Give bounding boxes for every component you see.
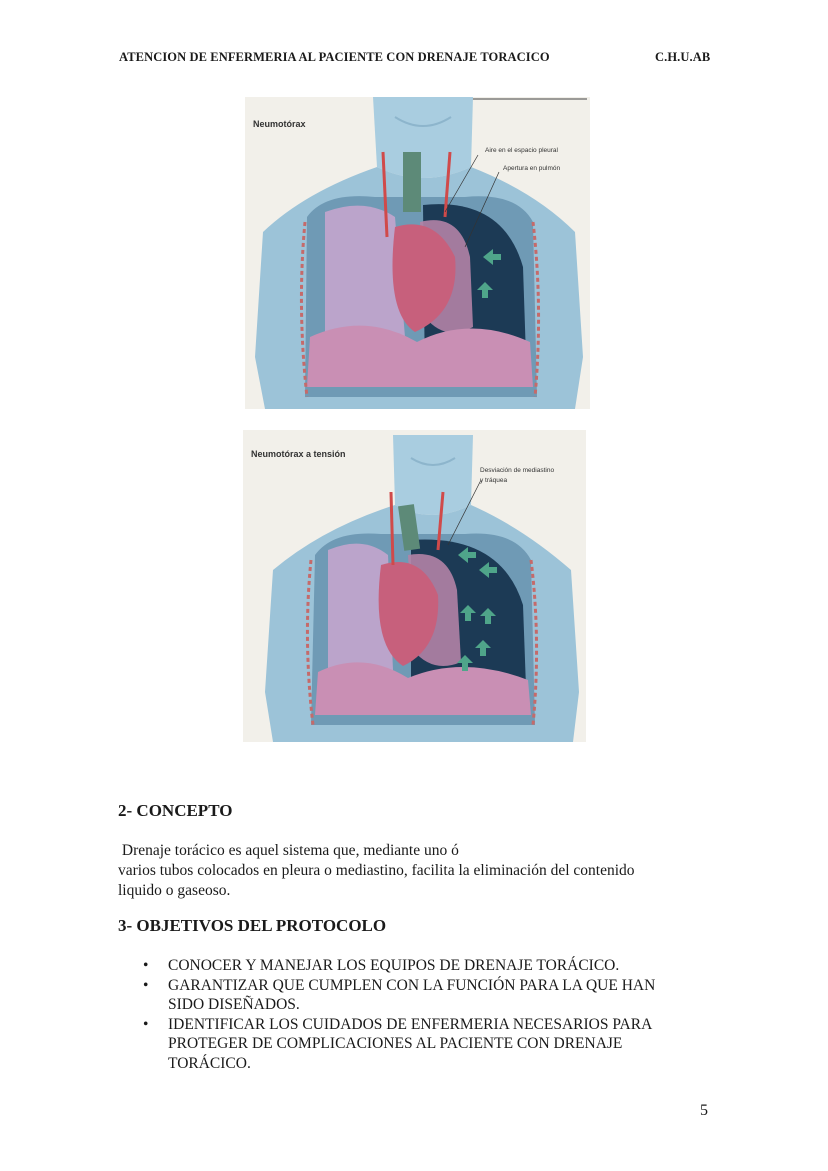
figure-label: y tráquea <box>480 477 508 484</box>
page-number: 5 <box>700 1102 708 1119</box>
objectives-list <box>143 956 723 1073</box>
figure-label: Apertura en pulmón <box>503 165 561 172</box>
pneumothorax-illustration <box>245 97 590 409</box>
paragraph-line: liquido o gaseoso. <box>118 882 231 899</box>
bullet-icon: • <box>143 976 149 994</box>
paragraph-line: varios tubos colocados en pleura o mediastino, facilita la eliminación del contenido <box>118 862 635 879</box>
section-title-concepto: 2- CONCEPTO <box>118 801 233 820</box>
concepto-paragraph <box>118 841 718 901</box>
bullet-icon: • <box>143 1015 149 1033</box>
header-title: ATENCION DE ENFERMERIA AL PACIENTE CON DRENAJE TORACICO <box>119 50 550 64</box>
header-institution: C.H.U.AB <box>655 50 711 64</box>
figure-label: Aire en el espacio pleural <box>485 147 558 154</box>
paragraph-line: Drenaje torácico es aquel sistema que, mediante uno ó <box>118 842 459 859</box>
tension-pneumothorax-illustration <box>243 430 586 742</box>
list-item: • CONOCER Y MANEJAR LOS EQUIPOS DE DRENAJE TORÁCICO. <box>143 957 620 974</box>
figure-title: Neumotórax <box>253 119 306 129</box>
figure-title: Neumotórax a tensión <box>251 449 346 459</box>
section-title-objetivos: 3- OBJETIVOS DEL PROTOCOLO <box>118 916 387 935</box>
figure-label: Desviación de mediastino <box>480 467 555 474</box>
list-item: • GARANTIZAR QUE CUMPLEN CON LA FUNCIÓN PARA LA QUE HAN SIDO DISEÑADOS. <box>143 976 656 1013</box>
bullet-icon: • <box>143 957 149 974</box>
list-item: • IDENTIFICAR LOS CUIDADOS DE ENFERMERIA NECESARIOS PARA PROTEGER DE COMPLICACIONES AL PACIENTE CON DRENAJE TORÁCICO. <box>143 1015 653 1072</box>
